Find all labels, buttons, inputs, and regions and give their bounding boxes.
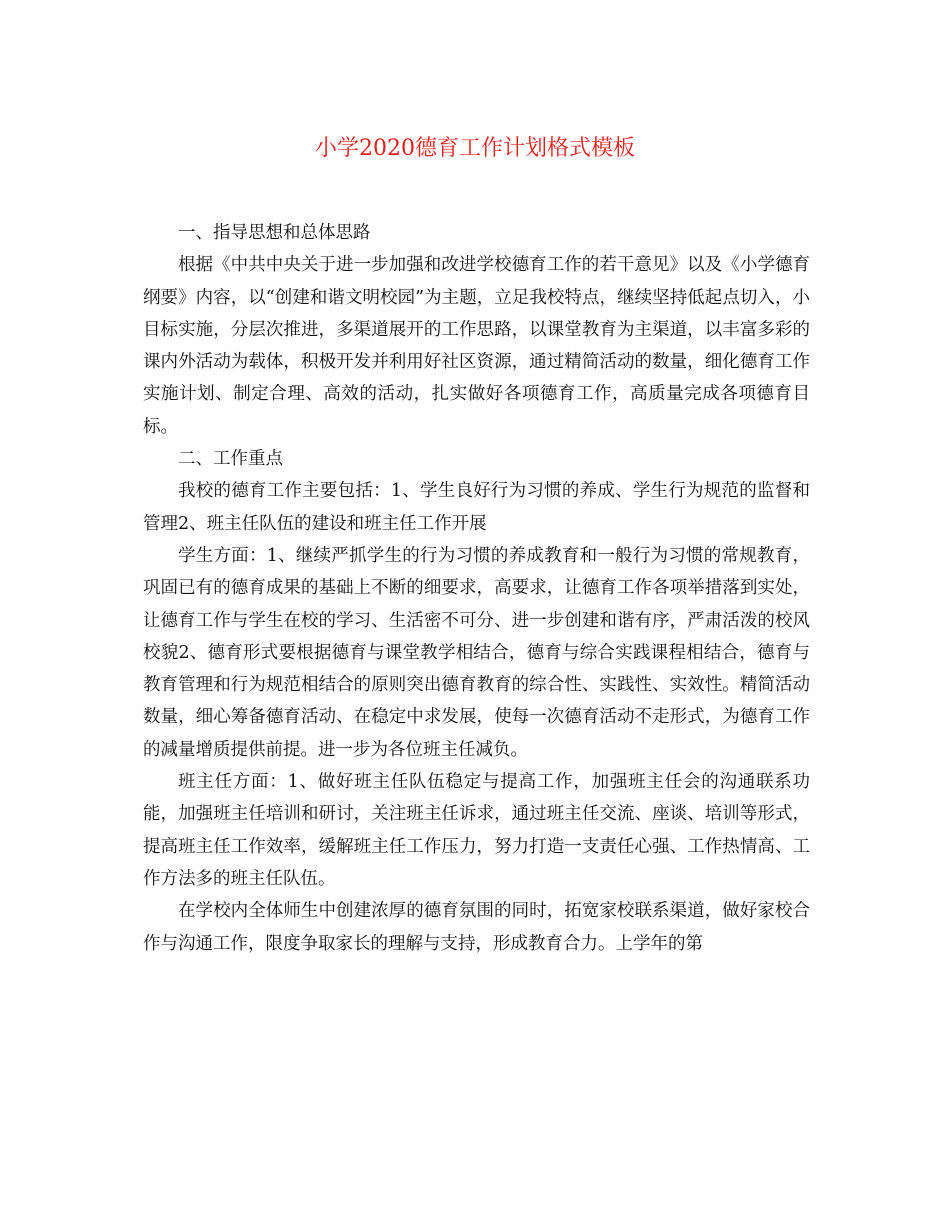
paragraph-home-school: 在学校内全体师生中创建浓厚的德育氛围的同时，拓宽家校联系渠道，做好家校合作与沟通工作，限度争取家长的理解与支持，形成教育合力。上学年的第 — [143, 901, 810, 954]
section-heading-guiding-ideas: 一、指导思想和总体思路 — [178, 223, 371, 243]
document-body — [143, 217, 810, 960]
paragraph-guiding-ideas: 根据《中共中央关于进一步加强和改进学校德育工作的若干意见》以及《小学德育纲要》内容，以“创建和谐文明校园”为主题，立足我校特点，继续坚持低起点切入，小目标实施，分层次推进，多渠道展开的工作思路，以课堂教育为主渠道，以丰富多彩的课内外活动为载体，积极开发并利用好社区资源，通过精简活动的数量，细化德育工作实施计划、制定合理、高效的活动，扎实做好各项德育工作，高质量完成各项德育目标。 — [143, 255, 810, 437]
paragraph-head-teachers: 班主任方面：1、做好班主任队伍稳定与提高工作，加强班主任会的沟通联系功能，加强班主任培训和研讨，关注班主任诉求，通过班主任交流、座谈、培训等形式，提高班主任工作效率，缓解班主任工作压力，努力打造一支责任心强、工作热情高、工作方法多的班主任队伍。 — [143, 772, 810, 889]
paragraph-students: 学生方面：1、继续严抓学生的行为习惯的养成教育和一般行为习惯的常规教育，巩固已有的德育成果的基础上不断的细要求，高要求，让德育工作各项举措落到实处，让德育工作与学生在校的学习、生活密不可分、进一步创建和谐有序，严肃活泼的校风校貌2、德育形式要根据德育与课堂教学相结合，德育与综合实践课程相结合，德育与教育管理和行为规范相结合的原则突出德育教育的综合性、实践性、实效性。精简活动数量，细心筹备德育活动、在稳定中求发展，使每一次德育活动不走形式，为德育工作的减量增质提供前提。进一步为各位班主任减负。 — [143, 545, 810, 760]
section-heading-work-focus: 二、工作重点 — [178, 449, 283, 470]
document-title: 小学2020德育工作计划格式模板 — [315, 136, 635, 161]
paragraph-work-focus: 我校的德育工作主要包括：1、学生良好行为习惯的养成、学生行为规范的监督和管理2、班主任队伍的建设和班主任工作开展 — [143, 481, 810, 534]
